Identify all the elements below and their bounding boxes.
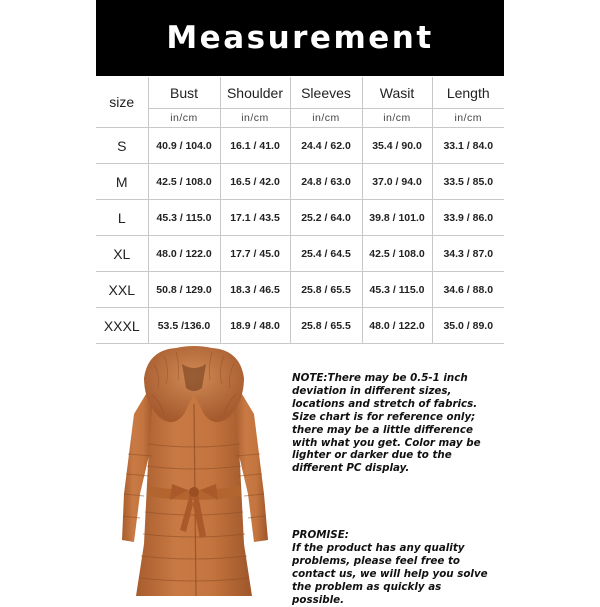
measurement-cell: 42.5 / 108.0 bbox=[362, 236, 432, 272]
measurement-cell: 25.4 / 64.5 bbox=[290, 236, 362, 272]
size-chart-table bbox=[96, 77, 504, 344]
table-row bbox=[96, 308, 504, 344]
measurement-cell: 35.4 / 90.0 bbox=[362, 128, 432, 164]
measurement-cell: 48.0 / 122.0 bbox=[148, 236, 220, 272]
measurement-cell: 37.0 / 94.0 bbox=[362, 164, 432, 200]
unit-label: in/cm bbox=[432, 109, 504, 128]
measurement-cell: 25.8 / 65.5 bbox=[290, 272, 362, 308]
size-label: XXXL bbox=[96, 308, 148, 344]
measurement-cell: 24.8 / 63.0 bbox=[290, 164, 362, 200]
column-header-bust: Bust bbox=[148, 77, 220, 109]
table-row bbox=[96, 236, 504, 272]
size-label: S bbox=[96, 128, 148, 164]
header-banner bbox=[96, 0, 504, 76]
unit-label: in/cm bbox=[148, 109, 220, 128]
table-row bbox=[96, 200, 504, 236]
coat-illustration bbox=[104, 344, 284, 600]
measurement-cell: 34.6 / 88.0 bbox=[432, 272, 504, 308]
table-row bbox=[96, 272, 504, 308]
measurement-cell: 16.1 / 41.0 bbox=[220, 128, 290, 164]
measurement-cell: 33.1 / 84.0 bbox=[432, 128, 504, 164]
page-title: Measurement bbox=[166, 20, 434, 56]
measurement-cell: 17.7 / 45.0 bbox=[220, 236, 290, 272]
measurement-cell: 18.9 / 48.0 bbox=[220, 308, 290, 344]
notes-panel bbox=[292, 372, 492, 607]
measurement-cell: 40.9 / 104.0 bbox=[148, 128, 220, 164]
table-row bbox=[96, 164, 504, 200]
measurement-cell: 25.8 / 65.5 bbox=[290, 308, 362, 344]
size-column-header: size bbox=[96, 77, 148, 128]
measurement-cell: 17.1 / 43.5 bbox=[220, 200, 290, 236]
measurement-cell: 33.9 / 86.0 bbox=[432, 200, 504, 236]
unit-label: in/cm bbox=[220, 109, 290, 128]
measurement-cell: 45.3 / 115.0 bbox=[148, 200, 220, 236]
measurement-cell: 25.2 / 64.0 bbox=[290, 200, 362, 236]
column-header-length: Length bbox=[432, 77, 504, 109]
measurement-cell: 34.3 / 87.0 bbox=[432, 236, 504, 272]
measurement-cell: 33.5 / 85.0 bbox=[432, 164, 504, 200]
measurement-cell: 18.3 / 46.5 bbox=[220, 272, 290, 308]
measurement-cell: 48.0 / 122.0 bbox=[362, 308, 432, 344]
measurement-cell: 53.5 /136.0 bbox=[148, 308, 220, 344]
measurement-cell: 24.4 / 62.0 bbox=[290, 128, 362, 164]
unit-label: in/cm bbox=[362, 109, 432, 128]
measurement-cell: 42.5 / 108.0 bbox=[148, 164, 220, 200]
unit-label: in/cm bbox=[290, 109, 362, 128]
size-label: M bbox=[96, 164, 148, 200]
column-header-wasit: Wasit bbox=[362, 77, 432, 109]
size-label: XL bbox=[96, 236, 148, 272]
table-row bbox=[96, 128, 504, 164]
size-label: XXL bbox=[96, 272, 148, 308]
measurement-cell: 39.8 / 101.0 bbox=[362, 200, 432, 236]
column-header-shoulder: Shoulder bbox=[220, 77, 290, 109]
measurement-cell: 45.3 / 115.0 bbox=[362, 272, 432, 308]
column-header-sleeves: Sleeves bbox=[290, 77, 362, 109]
measurement-cell: 16.5 / 42.0 bbox=[220, 164, 290, 200]
table-header-row bbox=[96, 77, 504, 109]
promise-text: If the product has any quality problems, please feel free to contact us, we will help you solve the problem as quickly as possible. bbox=[292, 542, 488, 606]
measurement-cell: 50.8 / 129.0 bbox=[148, 272, 220, 308]
measurement-cell: 35.0 / 89.0 bbox=[432, 308, 504, 344]
unit-row bbox=[96, 109, 504, 128]
promise-title: PROMISE: bbox=[292, 529, 349, 542]
note-text: NOTE:There may be 0.5-1 inch deviation in different sizes, locations and stretch of fabrics. Size chart is for reference only; there may be a little difference with what you get. Color may be lighter or darker due to the different PC display. bbox=[292, 372, 481, 475]
size-label: L bbox=[96, 200, 148, 236]
